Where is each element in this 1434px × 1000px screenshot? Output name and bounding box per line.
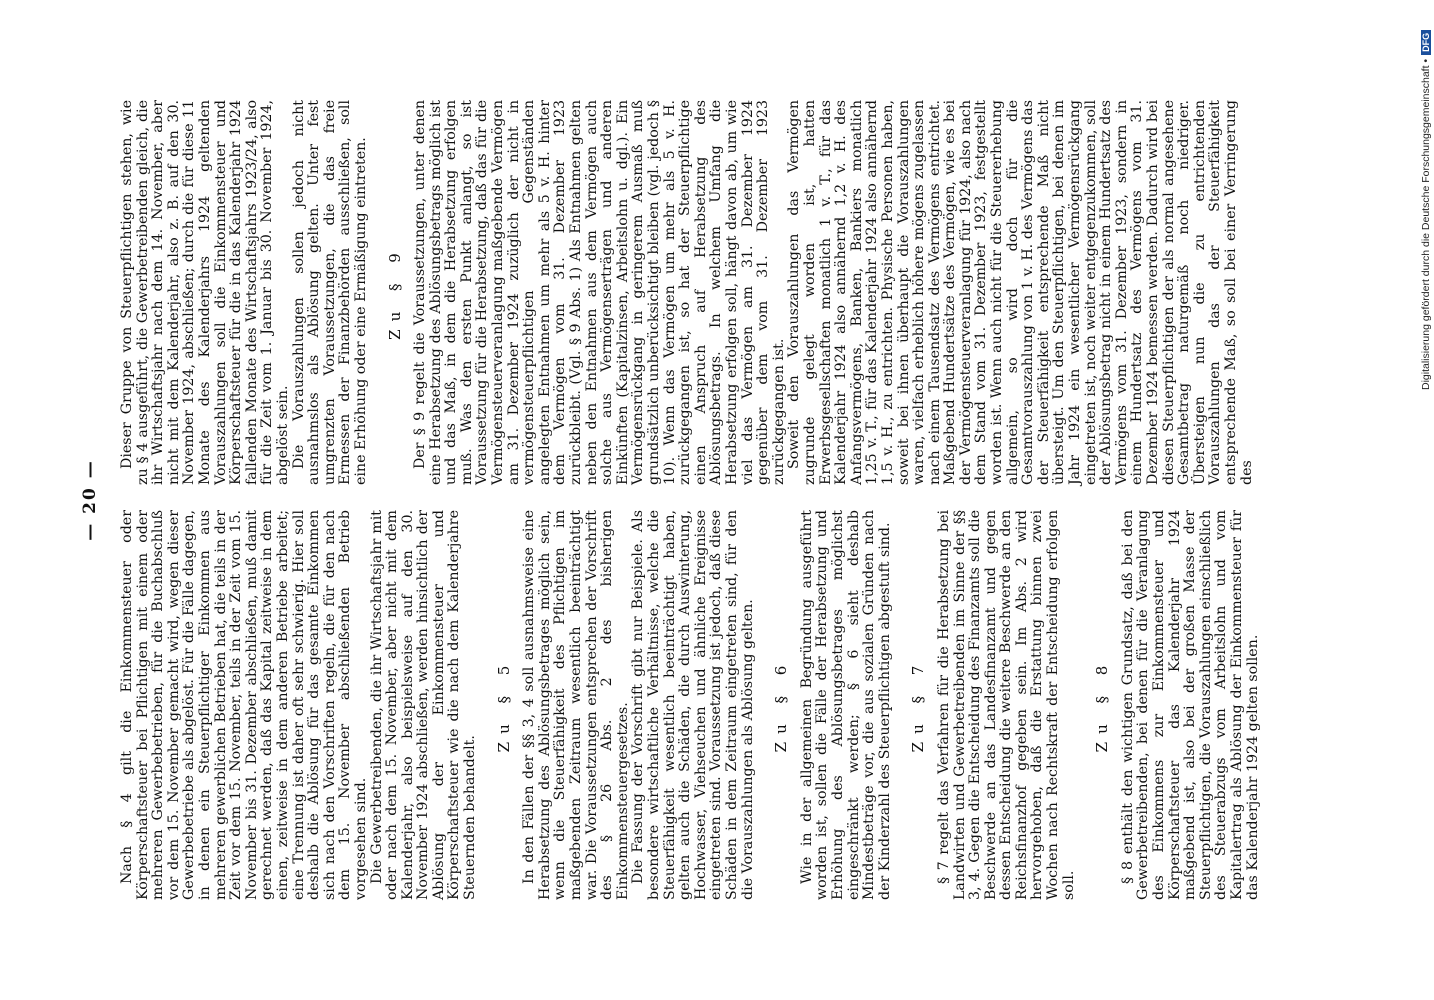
paragraph: Dieser Gruppe von Steuerpflichtigen stehen, wie zu § 4 ausgeführt, die Gewerbetreibenden gleich, die ihr Wirtschaftsjahr nach dem 14. November, aber nicht mit dem Kalenderjahr, also z. B. auf den 30. November 1924, abschließen; durch die für diese 11 Monate des Kalenderjahrs 1924 geltenden Vorauszahlungen soll die Einkommensteuer und Körperschaftsteuer für die in das Kalenderjahr 1924 fallenden Monate des Wirtschaftsjahrs 1923/24, also für die Zeit vom 1. Januar bis 30. November 1924, abgelöst sein. [119, 100, 291, 485]
section-heading: Zu § 7 [909, 657, 928, 753]
paragraph: Soweit den Vorauszahlungen das Vermögen zugrunde gelegt worden ist, hatten Erwerbsgesellschaften monatlich 1 v. T., für das Kalenderjahr 1924 also annähernd 1,2 v. H. des Anfangsvermögens, Banken, Bankiers monatlich 1,25 v. T., für das Kalenderjahr 1924 also annähernd 1,5 v. H., zu entrichten. Physische Personen haben, soweit bei ihnen überhaupt die Vorauszahlungen waren, vielfach erheblich höhere mögens zugelassen nach einem Tausendsatz des Vermögens entrichtet. Maßgebend Hundertsätze des Vermögen, wie es bei der Vermögensteuerveranlagung für 1924, also nach dem Stand vom 31. Dezember 1923, festgestellt worden ist. Wenn auch nicht für die Steuererhebung allgemein, so wird doch für die Gesamtvorauszahlung von 1 v. H. des Vermögens das der Steuerfähigkeit entsprechende Maß nicht übersteigt. Um den Steuerpflichtigen, bei denen im Jahr 1924 ein wesentlicher Vermögensrückgang eingetreten ist, noch weiter entgegenzukommen, soll der Ablösungsbetrag nicht in einem Hundertsatz des Vermögens vom 31. Dezember 1923, sondern in einem Hundertsatz des Vermögens vom 31. Dezember 1924 bemessen werden. Dadurch wird bei diesen Steuerpflichtigen der als normal angesehene Gesamtbetrag naturgemäß noch niedriger. Übersteigen nun die zu entrichtenden Vorauszahlungen das der Steuerfähigkeit entsprechende Maß, so soll bei einer Verringerung des [786, 100, 1255, 485]
paragraph: Die Vorauszahlungen sollen jedoch nicht ausnahmslos als Ablösung gelten. Unter fest umgrenzten Voraussetzungen, die das freie Ermessen der Finanzbehörden ausschließen, soll eine Erhöhung oder eine Ermäßigung eintreten. [290, 100, 369, 485]
paragraph: § 7 regelt das Verfahren für die Herabsetzung bei Landwirten und Gewerbetreibenden im Sinne der §§ 3, 4. Gegen die Entscheidung des Finanzamts soll die Beschwerde an das Landesfinanzamt und gegen dessen Entscheidung die weitere Beschwerde an den Reichsfinanzhof gegeben sein. Im Abs. 2 wird hervorgehoben, daß die Erstattung binnen zwei Wochen nach Rechtskraft der Entscheidung erfolgen soll. [935, 510, 1077, 900]
paragraph: Nach § 4 gilt die Einkommensteuer oder Körperschaftsteuer bei Pflichtigen mit einem oder mehreren Gewerbebetrieben, für die Buchabschluß vor dem 15. November gemacht wird, wegen dieser Gewerbebetriebe als abgelöst. Für die Fälle dagegen, in denen ein Steuerpflichtiger Einkommen aus mehreren gewerblichen Betrieben hat, die teils in der Zeit vor dem 15. November, teils in der Zeit vom 15. November bis 31. Dezember abschließen, muß damit gerechnet werden, daß das Kapital zeitweise in dem einen, zeitweise in dem anderen Betriebe arbeitet; eine Trennung ist daher oft sehr schwierig. Hier soll deshalb die Ablösung für das gesamte Einkommen sich nach den Vorschriften regeln, die für den nach dem 15. November abschließenden Betrieb vorgesehen sind. [119, 510, 369, 900]
paragraph: Der § 9 regelt die Voraussetzungen, unter denen eine Herabsetzung des Ablösungsbetrags möglich ist und das Maß, in dem die Herabsetzung erfolgen muß. Was den ersten Punkt anlangt, so ist Voraussetzung für die Herabsetzung, daß das für die Vermögensteuerveranlagung maßgebende Vermögen am 31. Dezember 1924 zuzüglich der nicht in vermögensteuerpflichtigen Gegenständen angelegten Entnahmen um mehr als 5 v. H. hinter dem Vermögen vom 31. Dezember 1923 zurückbleibt. (Vgl. § 9 Abs. 1) Als Entnahmen gelten neben den Entnahmen aus dem Vermögen auch solche aus Vermögenserträgen und anderen Einkünften (Kapitalzinsen, Arbeitslohn u. dgl.). Ein Vermögensrückgang in geringerem Ausmaß muß grundsätzlich unberücksichtigt bleiben (vgl. jedoch § 10). Wenn das Vermögen um mehr als 5 v. H. zurückgegangen ist, so hat der Steuerpflichtige einen Anspruch auf Herabsetzung des Ablösungsbetrags. In welchem Umfang die Herabsetzung erfolgen soll, hängt davon ab, um wie viel das Vermögen am 31. Dezember 1924 gegenüber dem vom 31. Dezember 1923 zurückgegangen ist. [412, 100, 787, 485]
section-heading: Zu § 8 [1093, 657, 1112, 753]
paragraph: Die Gewerbetreibenden, die ihr Wirtschaftsjahr mit oder nach dem 15. November, aber nicht mit dem Kalenderjahr, also beispielsweise auf den 30. November 1924 abschließen, werden hinsichtlich der Ablösung der Einkommensteuer und Körperschaftsteuer wie die nach dem Kalenderjahre Steuernden behandelt. [368, 510, 479, 900]
paragraph: In den Fällen der §§ 3, 4 soll ausnahmsweise eine Herabsetzung des Ablösungsbetrages möglich sein, wenn die Steuerfähigkeit des Pflichtigen im maßgebenden Zeitraum wesentlich beeinträchtigt war. Die Voraussetzungen entsprechen der Vorschrift des § 26 Abs. 2 des bisherigen Einkommensteuergesetzes. [521, 510, 631, 900]
page-number: — 20 — [80, 459, 100, 541]
paragraph: § 8 enthält den wichtigen Grundsatz, daß bei den Gewerbetreibenden, bei denen für die Veranlagung des Einkommens zur Einkommensteuer und Körperschaftsteuer das Kalenderjahr 1924 maßgebend ist, also bei der großen Masse der Steuerpflichtigen, die Vorauszahlungen einschließlich des Steuerabzugs vom Arbeitslohn und vom Kapitalertrag als Ablösung der Einkommensteuer für das Kalenderjahr 1924 gelten sollen. [1119, 510, 1261, 900]
paragraph: Die Fassung der Vorschrift gibt nur Beispiele. Als besondere wirtschaftliche Verhältnisse, welche die Steuerfähigkeit wesentlich beeinträchtigt haben, gelten auch die Schäden, die durch Auswinterung, Hochwasser, Viehseuchen und ähnliche Ereignisse eingetreten sind. Voraussetzung ist jedoch, daß diese Schäden in dem Zeitraum eingetreten sind, für den die Vorauszahlungen als Ablösung gelten. [630, 510, 756, 900]
left-column [120, 510, 1261, 900]
paragraph: Wie in der allgemeinen Begründung ausgeführt worden ist, sollen die Fälle der Herabsetzung und Erhöhung des Ablösungsbetrages möglichst eingeschränkt werden; § 6 sieht deshalb Mindestbeträge vor, die aus sozialen Gründen nach der Kinderzahl des Steuerpflichtigen abgestuft sind. [798, 510, 893, 900]
section-heading: Zu § 9 [385, 245, 404, 340]
section-heading: Zu § 6 [772, 657, 791, 753]
section-heading: Zu § 5 [494, 657, 513, 753]
credit-text: Digitalisierung gefördert durch die Deutsche Forschungsgemeinschaft • [1420, 58, 1432, 390]
dfg-logo: DFG [1421, 30, 1431, 55]
digitization-credit [1418, 10, 1434, 390]
right-column [120, 100, 1255, 485]
